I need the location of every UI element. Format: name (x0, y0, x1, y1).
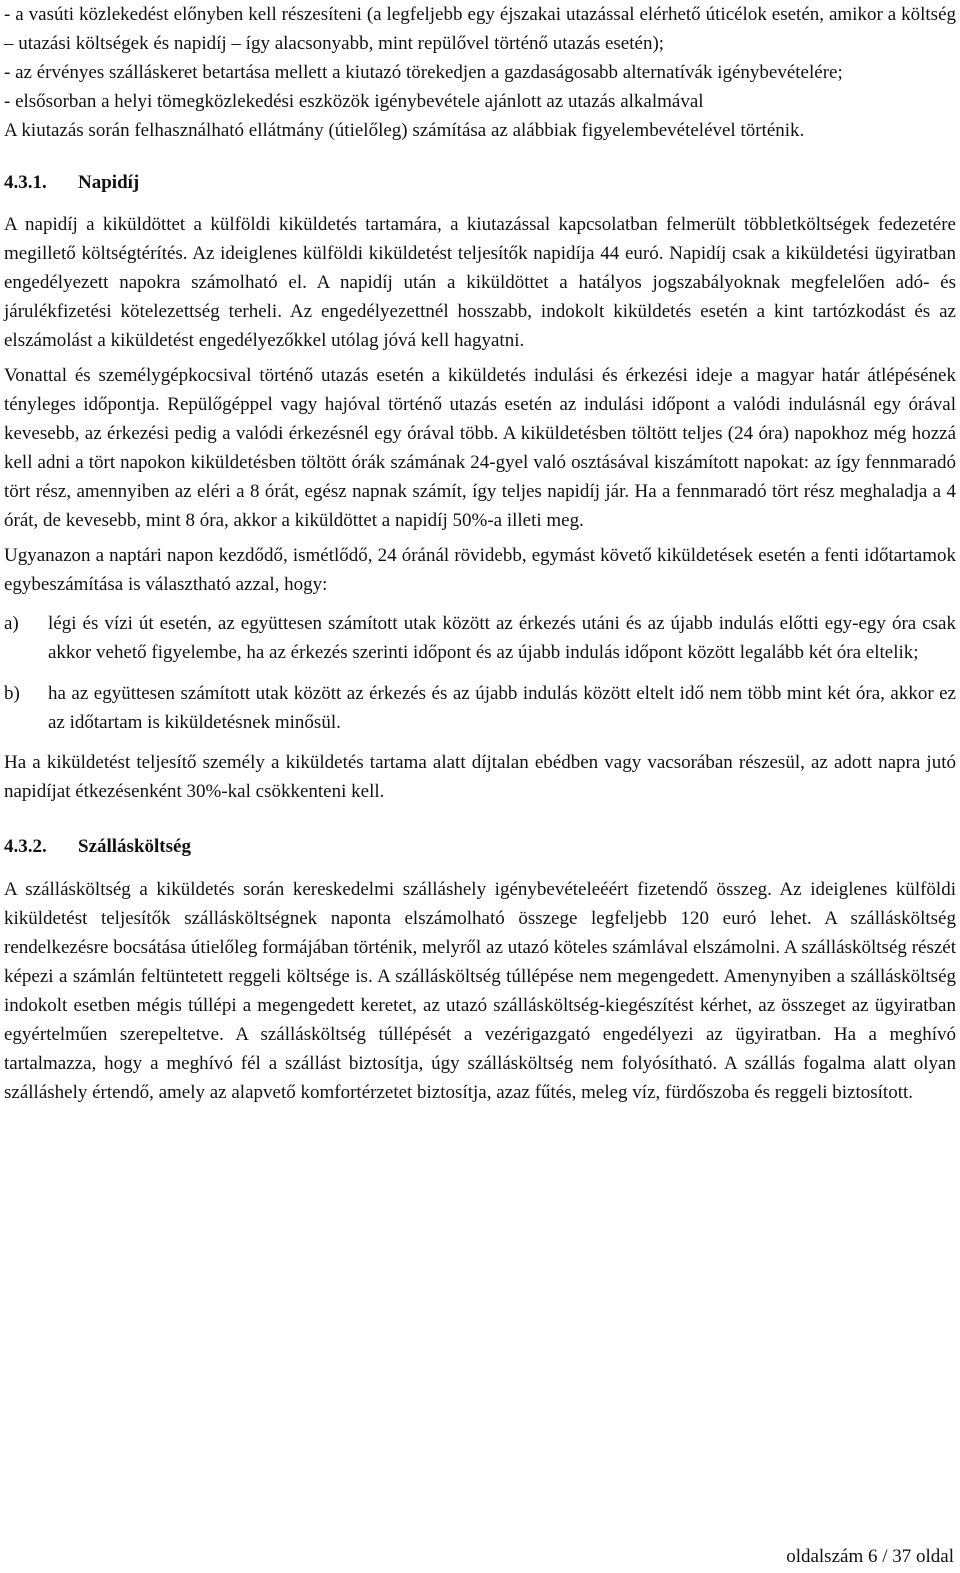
section-number: 4.3.1. (4, 172, 47, 193)
napidij-closing: Ha a kiküldetést teljesítő személy a kiküldetés tartama alatt díjtalan ebédben vagy vacsorában részesül, az adott napra jutó napidíjat étkezésenként 30%-kal csökkenteni kell. (4, 752, 956, 802)
list-text: légi és vízi út esetén, az együttesen számított utak között az érkezés utáni és az újabb indulás előtti egy-egy óra csak akkor vehető figyelembe, ha az érkezés szerinti időpont és az újabb indulás időpont között legalább két óra eltelik; (48, 613, 956, 663)
section-title: Szállásköltség (78, 836, 191, 857)
intro-item-accommodation: - az érvényes szálláskeret betartása mellett a kiutazó törekedjen a gazdaságosabb alternatívák igénybevételére; (4, 62, 843, 83)
list-letter: a) (4, 613, 19, 634)
list-text: ha az együttesen számított utak között az érkezés és az újabb indulás között eltelt idő nem több mint két óra, akkor ez az időtartam is kiküldetésnek minősül. (48, 683, 956, 733)
section-heading-napidij (4, 168, 956, 197)
napidij-paragraph-3: Ugyanazon a naptári napon kezdődő, ismétlődő, 24 óránál rövidebb, egymást követő kiküldetések esetén a fenti időtartamok egybeszámítása is választható azzal, hogy: (4, 545, 956, 595)
section-title: Napidíj (78, 172, 140, 193)
napidij-paragraph-2: Vonattal és személygépkocsival történő utazás esetén a kiküldetés indulási és érkezési ideje a magyar határ átlépésének tényleges időpontja. Repülőgéppel vagy hajóval történő utazás esetén az indulási időpont a valódi indulásnál egy órával kevesebb, az érkezési pedig a valódi érkezésnél egy órával több. A kiküldetésben töltött teljes (24 óra) napokhoz még hozzá kell adni a tört napokon kiküldetésben töltött órák számának 24-gyel való osztásával kiszámított napokat: az így fennmaradó tört rész, amennyiben az eléri a 8 órát, egész napnak számít, így teljes napidíj jár. Ha a fennmaradó tört rész meghaladja a 4 órát, de kevesebb, mint 8 óra, akkor a kiküldöttet a napidíj 50%-a illeti meg. (4, 365, 956, 531)
intro-paragraph: A kiutazás során felhasználható ellátmány (útielőleg) számítása az alábbiak figyelembevételével történik. (4, 120, 805, 141)
list-item-a (4, 609, 956, 667)
section-number: 4.3.2. (4, 836, 47, 857)
intro-item-public-transport: - elsősorban a helyi tömegközlekedési eszközök igénybevétele ajánlott az utazás alkalmával (4, 91, 704, 112)
list-item-b (4, 679, 956, 737)
document-page (4, 0, 956, 1107)
list-letter: b) (4, 683, 20, 704)
intro-item-rail: - a vasúti közlekedést előnyben kell részesíteni (a legfeljebb egy éjszakai utazással elérhető úticélok esetén, amikor a költség – utazási költségek és napidíj – így alacsonyabb, mint repülővel történő utazás esetén); (4, 4, 956, 54)
page-number: oldalszám 6 / 37 oldal (786, 1546, 954, 1567)
napidij-paragraph-1: A napidíj a kiküldöttet a külföldi kiküldetés tartamára, a kiutazással kapcsolatban felmerült többletköltségek fedezetére megillető költségtérítés. Az ideiglenes külföldi kiküldetést teljesítők napidíja 44 euró. Napidíj csak a kiküldetési ügyiratban engedélyezett napokra számolható el. A napidíj után a kiküldöttet a hatályos jogszabályoknak megfelelően adó- és járulékfizetési kötelezettség terheli. Az engedélyezettnél hosszabb, indokolt kiküldetés esetén a kint tartózkodást és az elszámolást a kiküldetést engedélyezőkkel utólag jóvá kell hagyatni. (4, 214, 956, 351)
szallaskoltseg-paragraph: A szállásköltség a kiküldetés során kereskedelmi szálláshely igénybevételeéért fizetendő összeg. Az ideiglenes külföldi kiküldetést teljesítők szállásköltségnek naponta elszámolható összege legfeljebb 120 euró lehet. A szállásköltség rendelkezésre bocsátása útielőleg formájában történik, melyről az utazó köteles számlával elszámolni. A szállásköltség részét képezi a számlán feltüntetett reggeli költsége is. A szállásköltség túllépése nem megengedett. Amenynyiben a szállásköltség indokolt esetben mégis túllépi a megengedett keretet, az utazó szállásköltség-kiegészítést kérhet, az összeget az ügyiratban egyértelműen szerepeltetve. A szállásköltség túllépését a vezérigazgató engedélyezi az ügyiratban. Ha a meghívó tartalmazza, hogy a meghívó fél a szállást biztosítja, úgy szállásköltség nem folyósítható. A szállás fogalma alatt olyan szálláshely értendő, amely az alapvető komfortérzetet biztosítja, azaz fűtés, meleg víz, fürdőszoba és reggeli biztosított. (4, 879, 956, 1103)
section-heading-szallaskoltseg (4, 832, 956, 861)
